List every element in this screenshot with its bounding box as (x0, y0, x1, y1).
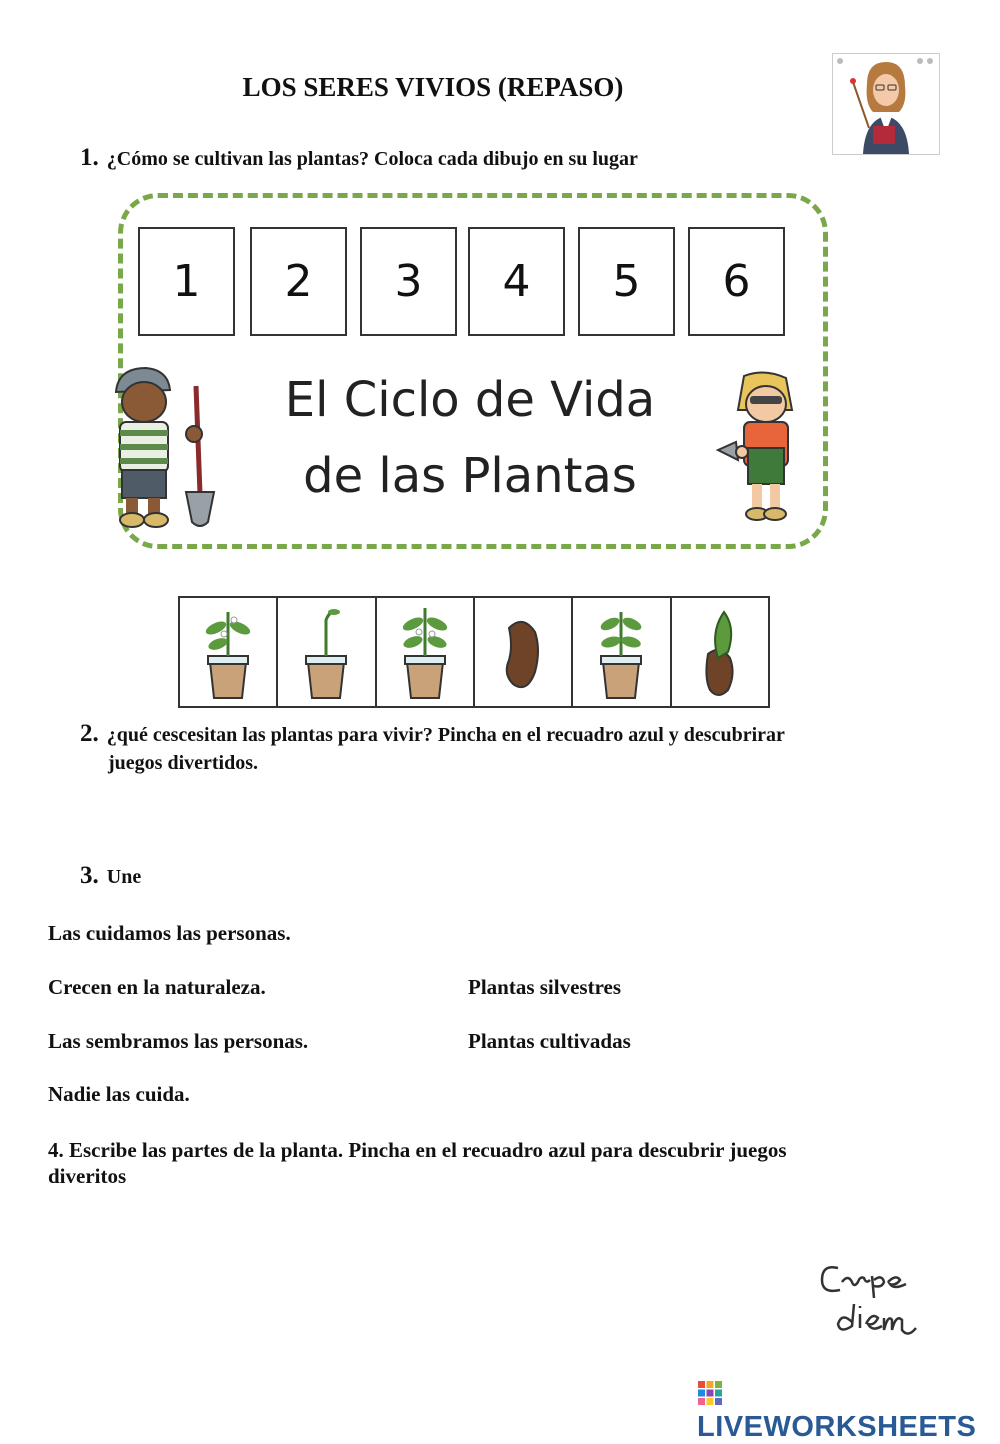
card-title (230, 362, 710, 514)
carpe-diem-lettering-icon (812, 1252, 932, 1344)
germinating-seed-icon (672, 598, 768, 706)
liveworksheets-logo (697, 1378, 1000, 1444)
match-left-2[interactable]: Crecen en la naturaleza. (48, 975, 266, 999)
drop-box-5[interactable]: 5 (578, 227, 675, 336)
sprout-pot-icon (278, 598, 374, 706)
carpe-diem-signature (812, 1252, 932, 1344)
plant-picture-strip (178, 596, 770, 708)
flowering-plant-pot-icon (377, 598, 473, 706)
question-4-line-2: diveritos (48, 1164, 127, 1188)
liveworksheets-logo-text: LIVEWORKSHEETS (697, 1411, 977, 1443)
card-title-line-2: de las Plantas (303, 448, 637, 504)
teacher-icon (833, 54, 939, 154)
question-2-line-1: ¿qué cescesitan las plantas para vivir? Pincha en el recuadro azul y descubrirar (106, 724, 785, 746)
question-1 (80, 144, 638, 172)
picture-cell-5[interactable] (573, 598, 671, 706)
question-4-line-1: 4. Escribe las partes de la planta. Pincha en el recuadro azul para descubrir juegos (48, 1138, 787, 1162)
page-title: LOS SERES VIVIOS (REPASO) (242, 72, 624, 102)
picture-cell-4[interactable] (475, 598, 573, 706)
match-left-3[interactable]: Las sembramos las personas. (48, 1029, 309, 1053)
match-left-1[interactable]: Las cuidamos las personas. (48, 921, 291, 945)
match-right-2[interactable]: Plantas cultivadas (468, 1029, 631, 1053)
card-title-line-1: El Ciclo de Vida (284, 372, 656, 428)
drop-box-4[interactable]: 4 (468, 227, 565, 336)
drop-box-1[interactable]: 1 (138, 227, 235, 336)
question-2 (80, 720, 940, 748)
boy-gardener-icon (104, 364, 228, 536)
match-left-4[interactable]: Nadie las cuida. (48, 1082, 190, 1106)
flowering-plant-pot-icon (180, 598, 276, 706)
question-2-number: 2. (80, 720, 99, 747)
question-3-text: Une (106, 866, 142, 888)
question-1-number: 1. (80, 144, 99, 171)
question-3-number: 3. (80, 862, 99, 889)
question-3 (80, 862, 141, 890)
drop-box-2[interactable]: 2 (250, 227, 347, 336)
match-right-1[interactable]: Plantas silvestres (468, 975, 622, 999)
picture-cell-1[interactable] (180, 598, 278, 706)
question-2-line-2: juegos divertidos. (108, 752, 258, 774)
picture-cell-6[interactable] (672, 598, 768, 706)
teacher-image (832, 53, 940, 155)
question-1-text: ¿Cómo se cultivan las plantas? Coloca cada dibujo en su lugar (106, 148, 638, 170)
picture-cell-3[interactable] (377, 598, 475, 706)
liveworksheets-logo-icon (697, 1380, 723, 1406)
drop-box-6[interactable]: 6 (688, 227, 785, 336)
drop-box-3[interactable]: 3 (360, 227, 457, 336)
leafy-plant-pot-icon (573, 598, 669, 706)
girl-gardener-icon (714, 370, 814, 534)
seed-icon (475, 598, 571, 706)
picture-cell-2[interactable] (278, 598, 376, 706)
